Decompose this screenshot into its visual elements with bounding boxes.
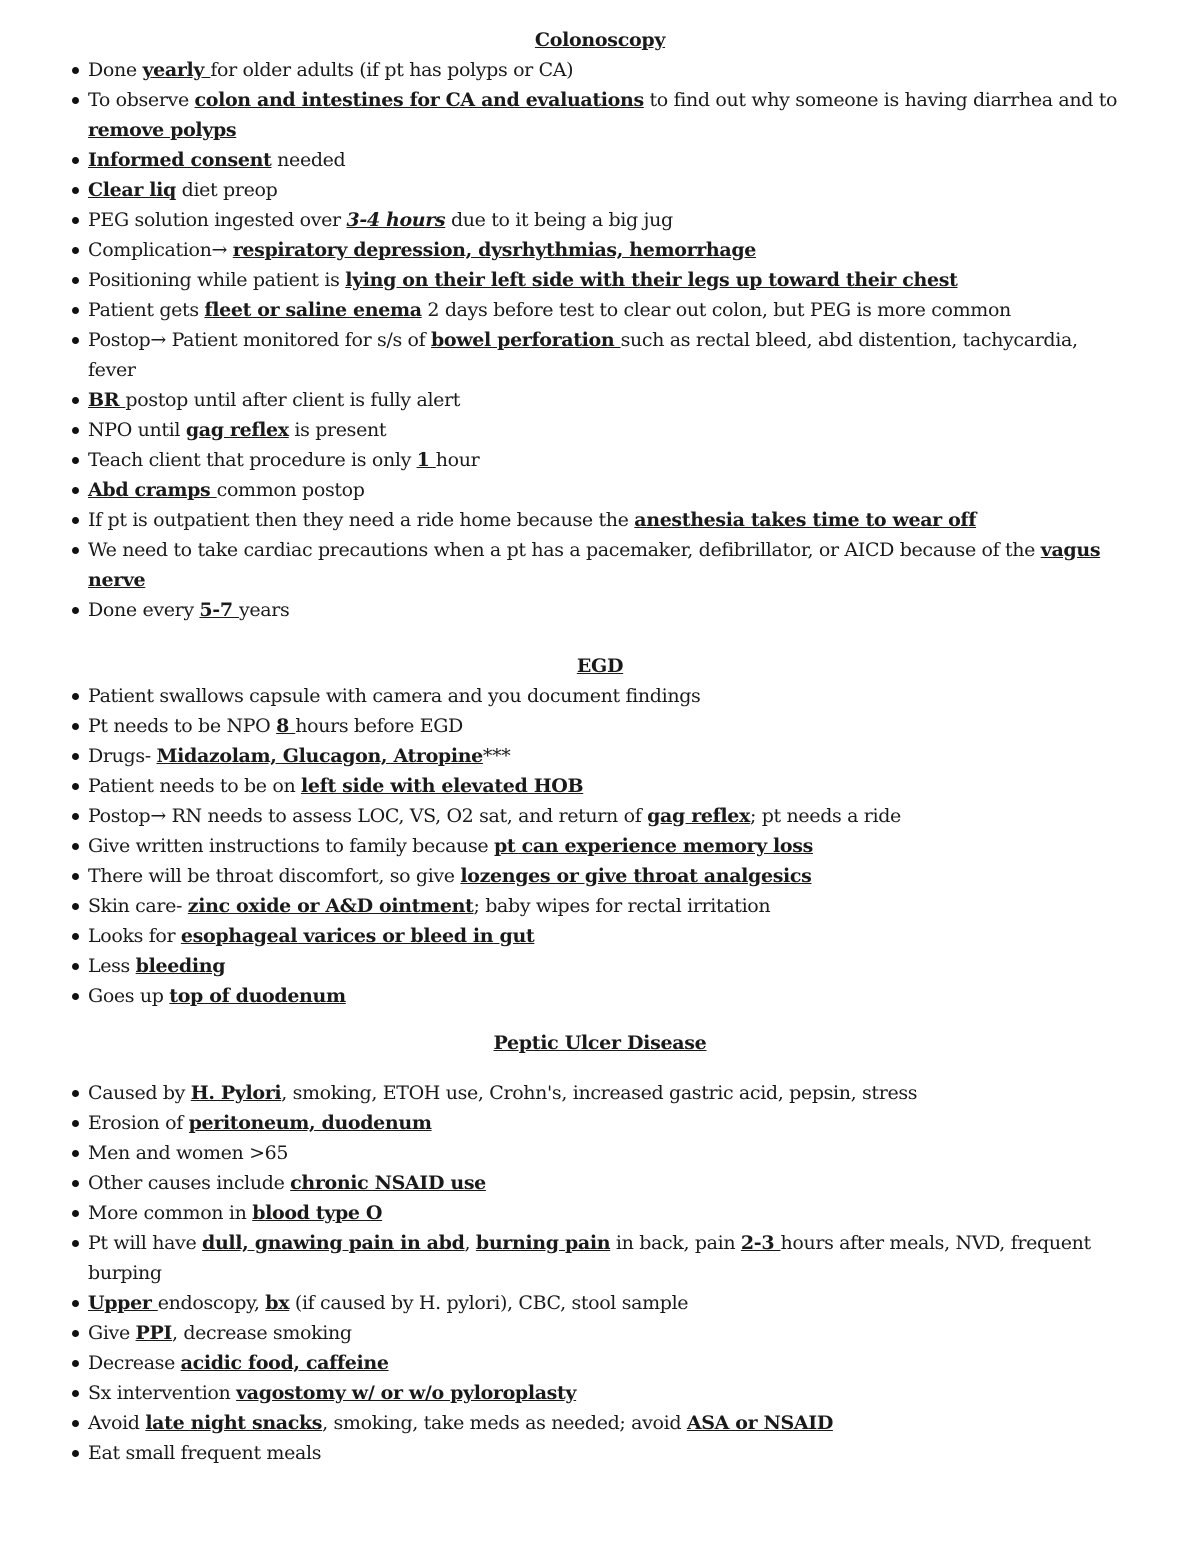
- list-item: [70, 415, 1130, 445]
- emphasis-text: zinc oxide or A&D ointment: [187, 895, 474, 917]
- emphasis-text: remove polyps: [88, 119, 237, 141]
- section-title: Peptic Ulcer Disease: [493, 1032, 707, 1054]
- item-text: , smoking, ETOH use, Crohn's, increased gastric acid, pepsin, stress: [281, 1082, 918, 1104]
- emphasis-text: BR: [88, 389, 126, 411]
- emphasis-text: peritoneum, duodenum: [188, 1112, 432, 1134]
- item-text: to find out why someone is having diarrhea and to: [643, 89, 1118, 111]
- item-text: , smoking, take meds as needed; avoid: [322, 1412, 687, 1434]
- emphasis-text: fleet or saline enema: [204, 299, 422, 321]
- item-text: Sx intervention: [88, 1382, 237, 1404]
- bullet-list: [70, 681, 1130, 1011]
- emphasis-text: yearly: [142, 59, 211, 81]
- emphasis-text: vagostomy w/ or w/o pyloroplasty: [236, 1382, 577, 1404]
- emphasis-text: lying on their left side with their legs up toward their chest: [345, 269, 958, 291]
- list-item: [70, 595, 1130, 625]
- emphasis-text: 8: [276, 715, 296, 737]
- item-text: hours before EGD: [295, 715, 463, 737]
- item-text: Done every: [88, 599, 200, 621]
- list-item: [70, 801, 1130, 831]
- item-text: Patient swallows capsule with camera and you document findings: [88, 685, 701, 707]
- list-item: [70, 235, 1130, 265]
- item-text: Give written instructions to family because: [88, 835, 494, 857]
- emphasis-text: anesthesia takes time to wear off: [634, 509, 977, 531]
- item-text: ***: [482, 745, 511, 767]
- section-egd: [70, 651, 1130, 1011]
- item-text: ,: [464, 1232, 476, 1254]
- list-item: [70, 951, 1130, 981]
- emphasis-text: Clear liq: [88, 179, 176, 201]
- emphasis-text: left side with elevated HOB: [301, 775, 584, 797]
- item-text: Drugs-: [88, 745, 157, 767]
- list-item: [70, 445, 1130, 475]
- item-text: diet preop: [175, 179, 278, 201]
- list-item: [70, 1168, 1130, 1198]
- emphasis-text: Abd cramps: [88, 479, 217, 501]
- section-title: Colonoscopy: [534, 29, 666, 51]
- item-text: If pt is outpatient then they need a ride home because the: [88, 509, 635, 531]
- item-text: Postop→ Patient monitored for s/s of: [88, 329, 431, 351]
- item-text: PEG solution ingested over: [88, 209, 347, 231]
- item-text: We need to take cardiac precautions when a pt has a pacemaker, defibrillator, or AICD because of the: [88, 539, 1041, 561]
- item-text: Decrease: [88, 1352, 181, 1374]
- section-title: EGD: [576, 655, 624, 677]
- bullet-list: [70, 55, 1130, 625]
- item-text: Positioning while patient is: [88, 269, 346, 291]
- item-text: Skin care-: [88, 895, 188, 917]
- item-text: ; baby wipes for rectal irritation: [473, 895, 771, 917]
- emphasis-text: Informed consent: [88, 149, 272, 171]
- item-text: Avoid: [88, 1412, 146, 1434]
- item-text: Pt will have: [88, 1232, 203, 1254]
- item-text: Caused by: [88, 1082, 191, 1104]
- section-colonoscopy: [70, 25, 1130, 625]
- item-text: Erosion of: [88, 1112, 189, 1134]
- list-item: [70, 1108, 1130, 1138]
- item-text: ; pt needs a ride: [750, 805, 901, 827]
- item-text: common postop: [216, 479, 365, 501]
- item-text: Other causes include: [88, 1172, 291, 1194]
- emphasis-text: colon and intestines for CA and evaluations: [194, 89, 644, 111]
- item-text: in back, pain: [610, 1232, 741, 1254]
- emphasis-text: bowel perforation: [431, 329, 621, 351]
- bullet-list: [70, 1078, 1130, 1468]
- item-text: More common in: [88, 1202, 253, 1224]
- emphasis-text: 2-3: [740, 1232, 781, 1254]
- emphasis-text: esophageal varices or bleed in gut: [180, 925, 535, 947]
- emphasis-text: top of duodenum: [169, 985, 346, 1007]
- list-item: [70, 1198, 1130, 1228]
- item-text: NPO until: [88, 419, 186, 441]
- item-text: postop until after client is fully alert: [125, 389, 461, 411]
- list-item: [70, 1228, 1130, 1288]
- emphasis-text: Midazolam, Glucagon, Atropine: [156, 745, 483, 767]
- list-item: [70, 325, 1130, 385]
- list-item: [70, 1138, 1130, 1168]
- emphasis-text: bleeding: [135, 955, 226, 977]
- emphasis-text: vagus nerve: [88, 539, 1101, 591]
- list-item: [70, 1318, 1130, 1348]
- emphasis-text: 1: [416, 449, 436, 471]
- list-item: [70, 475, 1130, 505]
- list-item: [70, 1378, 1130, 1408]
- emphasis-text: blood type O: [252, 1202, 383, 1224]
- item-text: such as rectal bleed, abd distention, tachycardia, fever: [88, 329, 1078, 381]
- list-item: [70, 505, 1130, 535]
- emphasis-text: burning pain: [475, 1232, 611, 1254]
- item-text: Goes up: [88, 985, 170, 1007]
- item-text: Less: [88, 955, 136, 977]
- emphasis-text: 3-4 hours: [346, 209, 446, 231]
- list-item: [70, 921, 1130, 951]
- item-text: Complication→: [88, 239, 233, 261]
- emphasis-text: bx: [265, 1292, 290, 1314]
- list-item: [70, 145, 1130, 175]
- list-item: [70, 205, 1130, 235]
- item-text: endoscopy,: [157, 1292, 266, 1314]
- list-item: [70, 861, 1130, 891]
- item-text: due to it being a big jug: [445, 209, 673, 231]
- emphasis-text: ASA or NSAID: [686, 1412, 833, 1434]
- list-item: [70, 1408, 1130, 1438]
- list-item: [70, 535, 1130, 595]
- emphasis-text: 5-7: [199, 599, 239, 621]
- item-text: is present: [288, 419, 387, 441]
- emphasis-text: H. Pylori: [190, 1082, 282, 1104]
- list-item: [70, 265, 1130, 295]
- list-item: [70, 55, 1130, 85]
- list-item: [70, 891, 1130, 921]
- list-item: [70, 831, 1130, 861]
- item-text: There will be throat discomfort, so give: [88, 865, 461, 887]
- item-text: Give: [88, 1322, 136, 1344]
- emphasis-text: gag reflex: [647, 805, 750, 827]
- item-text: years: [238, 599, 290, 621]
- item-text: Men and women >65: [88, 1142, 289, 1164]
- emphasis-text: late night snacks: [145, 1412, 323, 1434]
- list-item: [70, 175, 1130, 205]
- list-item: [70, 741, 1130, 771]
- list-item: [70, 981, 1130, 1011]
- list-item: [70, 711, 1130, 741]
- list-item: [70, 1438, 1130, 1468]
- emphasis-text: lozenges or give throat analgesics: [460, 865, 812, 887]
- emphasis-text: pt can experience memory loss: [494, 835, 813, 857]
- item-text: Teach client that procedure is only: [88, 449, 417, 471]
- item-text: Done: [88, 59, 143, 81]
- item-text: hours after meals, NVD, frequent burping: [88, 1232, 1091, 1284]
- item-text: Postop→ RN needs to assess LOC, VS, O2 sat, and return of: [88, 805, 648, 827]
- list-item: [70, 1078, 1130, 1108]
- emphasis-text: chronic NSAID use: [290, 1172, 486, 1194]
- list-item: [70, 85, 1130, 145]
- emphasis-text: Upper: [88, 1292, 158, 1314]
- item-text: hour: [435, 449, 480, 471]
- item-text: (if caused by H. pylori), CBC, stool sample: [289, 1292, 689, 1314]
- item-text: Eat small frequent meals: [88, 1442, 322, 1464]
- list-item: [70, 1288, 1130, 1318]
- list-item: [70, 771, 1130, 801]
- emphasis-text: gag reflex: [185, 419, 289, 441]
- emphasis-text: respiratory depression, dysrhythmias, hemorrhage: [232, 239, 756, 261]
- list-item: [70, 385, 1130, 415]
- emphasis-text: PPI: [135, 1322, 172, 1344]
- item-text: 2 days before test to clear out colon, but PEG is more common: [421, 299, 1011, 321]
- emphasis-text: acidic food, caffeine: [180, 1352, 389, 1374]
- list-item: [70, 295, 1130, 325]
- list-item: [70, 681, 1130, 711]
- item-text: Patient gets: [88, 299, 205, 321]
- item-text: , decrease smoking: [171, 1322, 352, 1344]
- item-text: Looks for: [88, 925, 181, 947]
- item-text: Patient needs to be on: [88, 775, 302, 797]
- emphasis-text: dull, gnawing pain in abd: [202, 1232, 465, 1254]
- item-text: needed: [271, 149, 346, 171]
- item-text: Pt needs to be NPO: [88, 715, 277, 737]
- item-text: for older adults (if pt has polyps or CA): [210, 59, 574, 81]
- list-item: [70, 1348, 1130, 1378]
- item-text: To observe: [88, 89, 195, 111]
- section-peptic-ulcer-disease: [70, 1028, 1130, 1468]
